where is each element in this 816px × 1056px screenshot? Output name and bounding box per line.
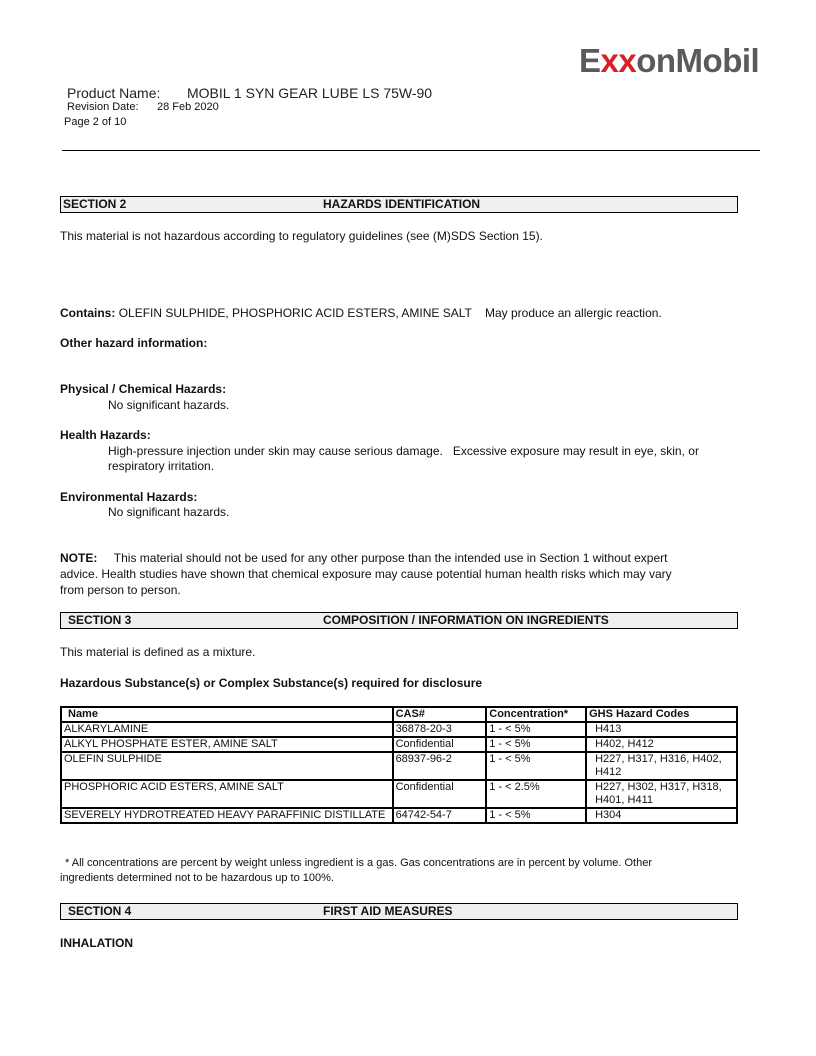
section-4-number: SECTION 4: [68, 904, 132, 918]
ingredient-concentration: 1 - < 5%: [486, 722, 586, 737]
ingredient-ghs: H227, H302, H317, H318, H401, H411: [586, 780, 737, 808]
ingredient-cas: Confidential: [393, 737, 487, 752]
section-3-title: COMPOSITION / INFORMATION ON INGREDIENTS: [323, 613, 609, 627]
section-3-number: SECTION 3: [68, 613, 132, 627]
ingredient-ghs: H413: [586, 722, 737, 737]
contains-label: Contains:: [60, 306, 116, 320]
health-hazards-text-1: High-pressure injection under skin may cause serious damage. Excessive exposure may result in eye, skin, or: [108, 444, 699, 458]
inhalation-heading: INHALATION: [60, 936, 134, 950]
product-name-value: MOBIL 1 SYN GEAR LUBE LS 75W-90: [187, 85, 433, 101]
table-row: [61, 722, 737, 737]
health-hazards-text-2: respiratory irritation.: [108, 459, 215, 473]
ingredient-name: ALKYL PHOSPHATE ESTER, AMINE SALT: [61, 737, 393, 752]
ingredient-cas: Confidential: [393, 780, 487, 808]
ingredient-name: PHOSPHORIC ACID ESTERS, AMINE SALT: [61, 780, 393, 808]
ingredient-ghs: H402, H412: [586, 737, 737, 752]
table-row: [61, 752, 737, 780]
product-name-line: [67, 85, 432, 101]
hazardous-substances-heading: Hazardous Substance(s) or Complex Substance(s) required for disclosure: [60, 676, 483, 690]
revision-date-value: 28 Feb 2020: [157, 101, 219, 113]
ingredient-cas: 36878-20-3: [393, 722, 487, 737]
note-text-3: from person to person.: [60, 583, 181, 597]
revision-date-label: Revision Date:: [67, 101, 139, 113]
ingredient-concentration: 1 - < 2.5%: [486, 780, 586, 808]
section-4-title: FIRST AID MEASURES: [323, 904, 453, 918]
ingredient-name: ALKARYLAMINE: [61, 722, 393, 737]
col-ghs-header: GHS Hazard Codes: [586, 707, 737, 722]
page-number: Page 2 of 10: [64, 116, 127, 128]
table-row: [61, 780, 737, 808]
table-row: [61, 737, 737, 752]
col-concentration-header: Concentration*: [486, 707, 586, 722]
ingredient-concentration: 1 - < 5%: [486, 808, 586, 823]
contains-line: [60, 306, 662, 321]
table-row: [61, 808, 737, 823]
concentration-footnote-2: ingredients determined not to be hazardous up to 100%.: [60, 872, 334, 884]
ingredient-cas: 68937-96-2: [393, 752, 487, 780]
ingredient-name: SEVERELY HYDROTREATED HEAVY PARAFFINIC DISTILLATE: [61, 808, 393, 823]
product-name-label: Product Name:: [67, 85, 161, 101]
note-label: NOTE:: [60, 551, 98, 565]
physical-hazards-heading: Physical / Chemical Hazards:: [60, 382, 227, 396]
note-text-2: advice. Health studies have shown that chemical exposure may cause potential human health risks which may vary: [60, 567, 672, 581]
ingredient-ghs: H227, H317, H316, H402, H412: [586, 752, 737, 780]
header-divider: [62, 150, 760, 151]
environmental-hazards-text: No significant hazards.: [108, 505, 230, 519]
contains-text: OLEFIN SULPHIDE, PHOSPHORIC ACID ESTERS, AMINE SALT May produce an allergic reaction.: [118, 306, 662, 320]
ingredient-cas: 64742-54-7: [393, 808, 487, 823]
ingredient-name: OLEFIN SULPHIDE: [61, 752, 393, 780]
col-name-header: Name: [61, 707, 393, 722]
note-text-1: This material should not be used for any other purpose than the intended use in Section 1 without expert: [113, 551, 668, 565]
ingredient-ghs: H304: [586, 808, 737, 823]
note-line-1: [60, 551, 667, 566]
concentration-footnote-1: * All concentrations are percent by weight unless ingredient is a gas. Gas concentrations are in percent by volume. Other: [65, 857, 652, 869]
section-2-title: HAZARDS IDENTIFICATION: [323, 197, 481, 211]
ingredient-concentration: 1 - < 5%: [486, 752, 586, 780]
environmental-hazards-heading: Environmental Hazards:: [60, 490, 198, 504]
section-2-number: SECTION 2: [63, 197, 127, 211]
physical-hazards-text: No significant hazards.: [108, 398, 230, 412]
ingredients-table: [60, 706, 738, 824]
section-3-bar: [60, 612, 738, 629]
section-3-intro: This material is defined as a mixture.: [60, 645, 256, 659]
table-header-row: [61, 707, 737, 722]
other-hazard-heading: Other hazard information:: [60, 336, 208, 350]
exxonmobil-logo: ExxonMobil: [579, 42, 760, 79]
section-4-bar: [60, 903, 738, 920]
ingredient-concentration: 1 - < 5%: [486, 737, 586, 752]
section-2-intro: This material is not hazardous according to regulatory guidelines (see (M)SDS Section 15).: [60, 229, 543, 243]
col-cas-header: CAS#: [393, 707, 487, 722]
health-hazards-heading: Health Hazards:: [60, 428, 151, 442]
revision-date-line: [67, 101, 219, 113]
section-2-bar: [60, 196, 738, 213]
